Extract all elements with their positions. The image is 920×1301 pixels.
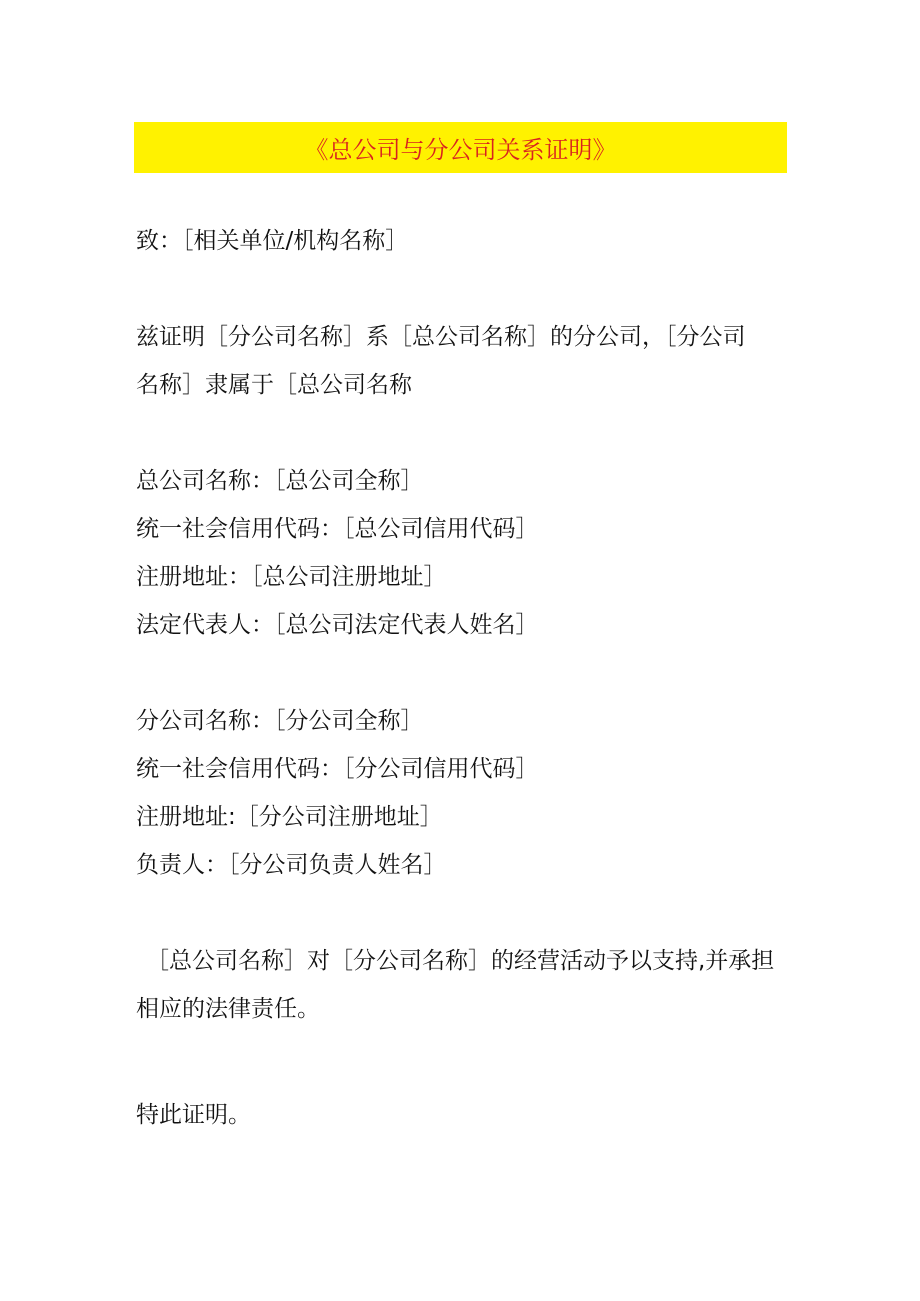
document-title-banner <box>134 122 787 173</box>
support-line-1: ［总公司名称］对［分公司名称］的经营活动予以支持,并承担 <box>146 948 775 974</box>
document-title: 《总公司与分公司关系证明》 <box>304 136 617 164</box>
hq-credit-code-line: 统一社会信用代码：［总公司信用代码］ <box>136 516 539 542</box>
support-line-2: 相应的法律责任。 <box>136 996 320 1022</box>
branch-address-line: 注册地址:［分公司注册地址］ <box>136 804 443 830</box>
intro-line-1: 兹证明［分公司名称］系［总公司名称］的分公司，［分公司 <box>136 324 746 350</box>
closing-line: 特此证明。 <box>136 1102 251 1128</box>
branch-manager-line: 负责人：［分公司负责人姓名］ <box>136 852 447 878</box>
addressee-line: 致：［相关单位/机构名称］ <box>136 228 409 254</box>
intro-line-2: 名称］隶属于［总公司名称 <box>136 372 412 398</box>
hq-legal-rep-line: 法定代表人：［总公司法定代表人姓名］ <box>136 612 539 638</box>
branch-name-line: 分公司名称：［分公司全称］ <box>136 708 424 734</box>
hq-name-line: 总公司名称：［总公司全称］ <box>136 468 424 494</box>
hq-address-line: 注册地址：［总公司注册地址］ <box>136 564 447 590</box>
branch-credit-code-line: 统一社会信用代码：［分公司信用代码］ <box>136 756 539 782</box>
